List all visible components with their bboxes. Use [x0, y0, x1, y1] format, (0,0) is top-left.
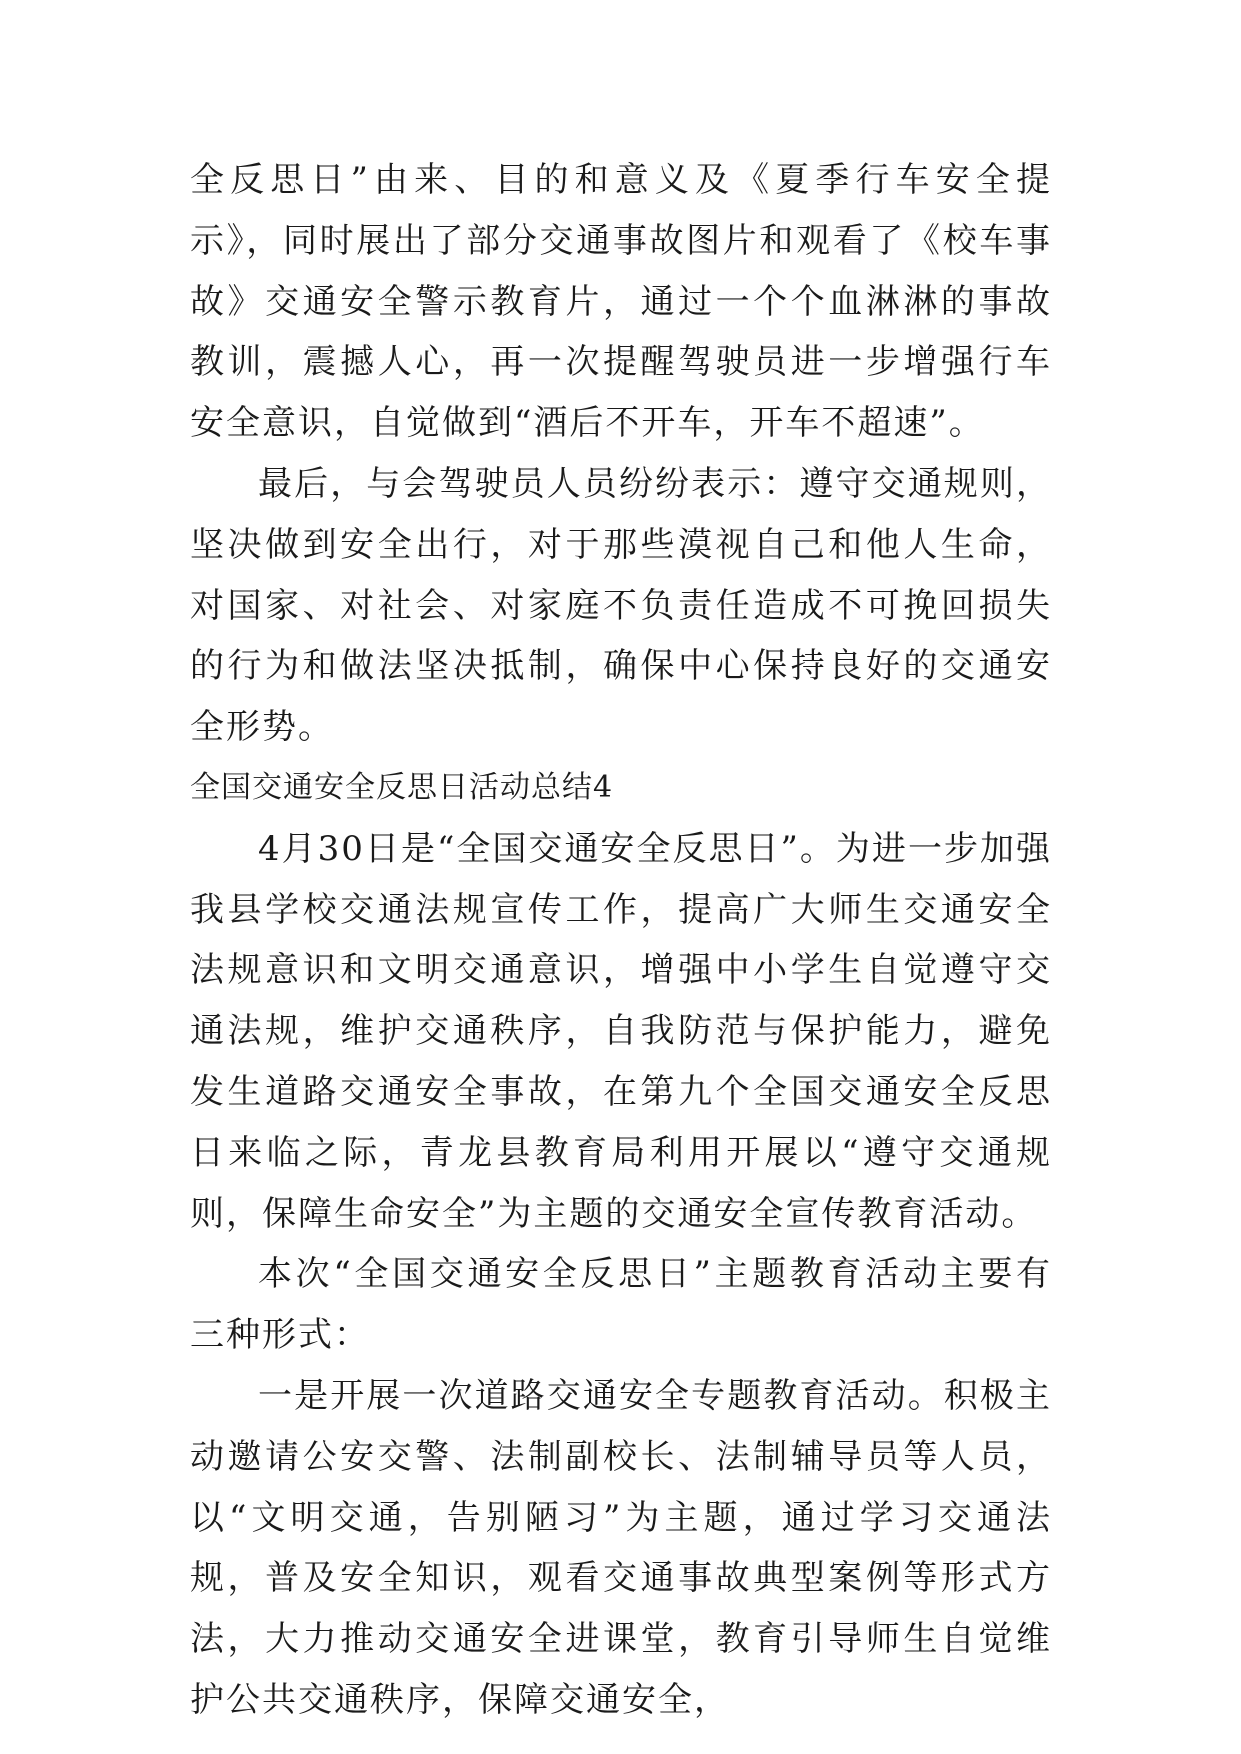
paragraph-first-activity: 一是开展一次道路交通安全专题教育活动。积极主动邀请公安交警、法制副校长、法制辅导员等人员，以“文明交通，告别陋习”为主题，通过学习交通法规，普及安全知识，观看交通事故典型案例等形式方法，大力推动交通安全进课堂，教育引导师生自觉维护公共交通秩序，保障交通安全， — [190, 1375, 1052, 1720]
section-title: 全国交通安全反思日活动总结4 — [190, 769, 614, 805]
document-body — [190, 150, 1052, 1731]
paragraph-activity-forms: 本次“全国交通安全反思日”主题教育活动主要有三种形式： — [190, 1254, 1052, 1356]
paragraph-conclusion: 最后，与会驾驶员人员纷纷表示：遵守交通规则，坚决做到安全出行，对于那些漠视自己和他人生命，对国家、对社会、对家庭不负责任造成不可挽回损失的行为和做法坚决抵制，确保中心保持良好的交通安全形势。 — [190, 463, 1052, 748]
paragraph-reflection-day: 4月30日是“全国交通安全反思日”。为进一步加强我县学校交通法规宣传工作，提高广大师生交通安全法规意识和文明交通意识，增强中小学生自觉遵守交通法规，维护交通秩序，自我防范与保护能力，避免发生道路交通安全事故，在第九个全国交通安全反思日来临之际，青龙县教育局利用开展以“遵守交通规则，保障生命安全”为主题的交通安全宣传教育活动。 — [190, 828, 1052, 1234]
paragraph-intro-continuation: 全反思日”由来、目的和意义及《夏季行车安全提示》，同时展出了部分交通事故图片和观看了《校车事故》交通安全警示教育片，通过一个个血淋淋的事故教训，震撼人心，再一次提醒驾驶员进一步增强行车安全意识，自觉做到“酒后不开车，开车不超速”。 — [190, 160, 1052, 444]
